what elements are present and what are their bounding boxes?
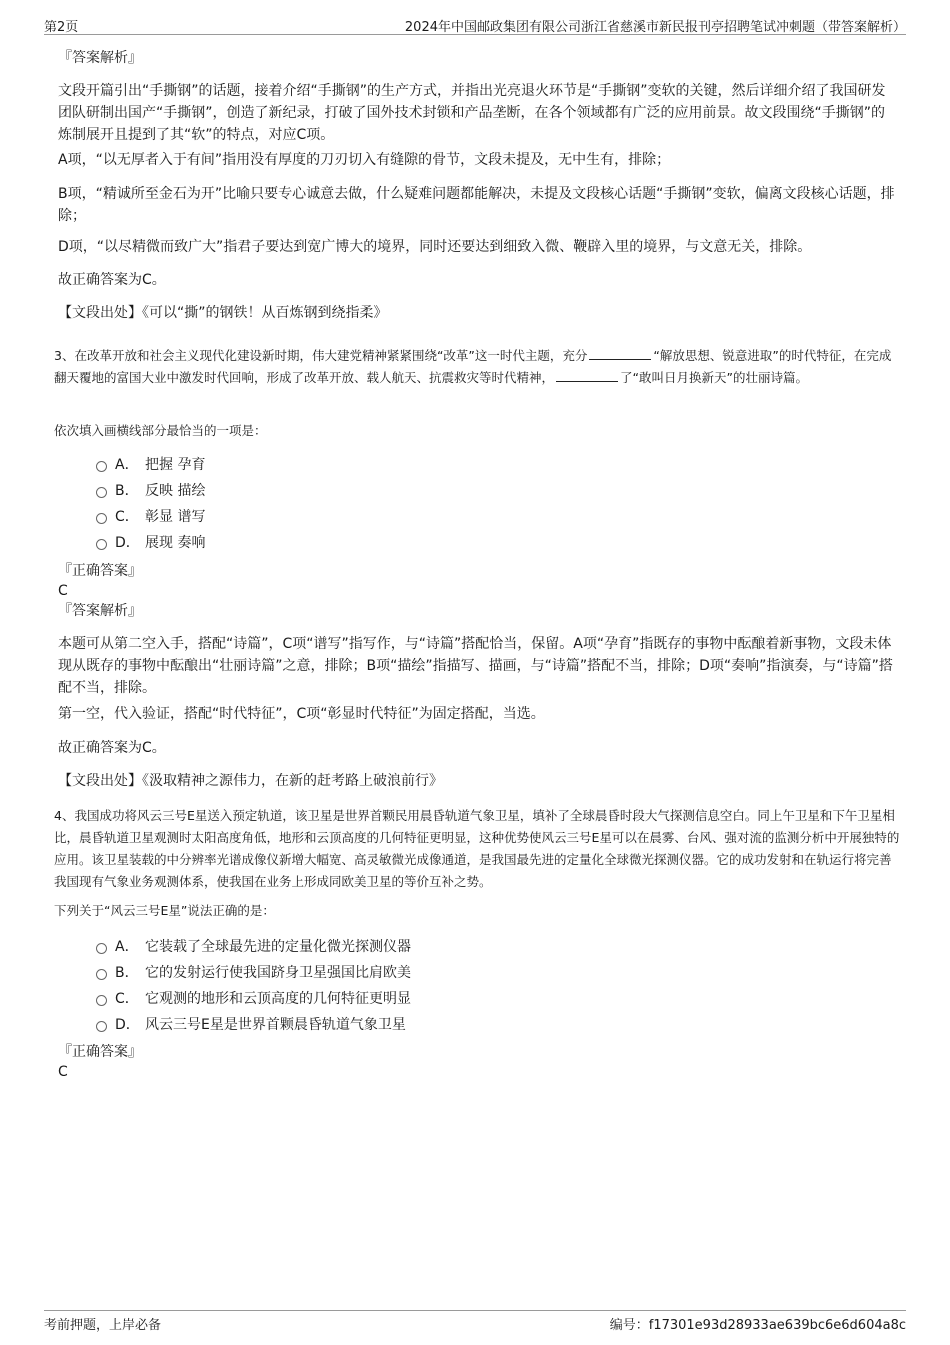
radio-icon[interactable] <box>96 995 107 1006</box>
q3-blank-1 <box>589 345 651 360</box>
q4-option-a[interactable]: A． 它装载了全球最先进的定量化微光探测仪器 <box>96 934 411 960</box>
radio-icon[interactable] <box>96 1021 107 1032</box>
document-code: 编号：f17301e93d28933ae639bc6e6d604a8c <box>609 1318 906 1333</box>
q3-blank-2 <box>556 367 618 382</box>
q2-source: 【文段出处】《可以“撕”的钢铁！从百炼钢到绕指柔》 <box>58 305 388 321</box>
q3-conclusion: 故正确答案为C。 <box>58 740 166 756</box>
q3-option-c[interactable]: C． 彰显 谱写 <box>96 504 205 530</box>
q3-source: 【文段出处】《汲取精神之源伟力，在新的赶考路上破浪前行》 <box>58 773 443 789</box>
radio-icon[interactable] <box>96 513 107 524</box>
q3-stem <box>54 345 900 389</box>
q3-analysis-p2: 第一空，代入验证，搭配“时代特征”，C项“彰显时代特征”为固定搭配，当选。 <box>58 706 545 722</box>
radio-icon[interactable] <box>96 539 107 550</box>
q4-option-d[interactable]: D． 风云三号E星是世界首颗晨昏轨道气象卫星 <box>96 1012 411 1038</box>
q3-answer-label: 『正确答案』 <box>58 563 142 579</box>
q3-prompt: 依次填入画横线部分最恰当的一项是： <box>54 423 267 438</box>
q3-answer: C <box>58 583 68 599</box>
q2-conclusion: 故正确答案为C。 <box>58 272 166 288</box>
radio-icon[interactable] <box>96 943 107 954</box>
page-footer <box>44 1310 906 1333</box>
q4-options <box>96 934 411 1038</box>
q2-analysis-p4: D项，“以尽精微而致广大”指君子要达到宽广博大的境界，同时还要达到细致入微、鞭辟入里的境界，与文意无关，排除。 <box>58 239 812 255</box>
radio-icon[interactable] <box>96 461 107 472</box>
q3-option-a[interactable]: A． 把握 孕育 <box>96 452 205 478</box>
q4-option-c[interactable]: C． 它观测的地形和云顶高度的几何特征更明显 <box>96 986 411 1012</box>
radio-icon[interactable] <box>96 487 107 498</box>
document-title: 2024年中国邮政集团有限公司浙江省慈溪市新民报刊亭招聘笔试冲刺题（带答案解析） <box>404 20 906 35</box>
q4-answer-label: 『正确答案』 <box>58 1044 142 1060</box>
q2-analysis-p1: 文段开篇引出“手撕钢”的话题，接着介绍“手撕钢”的生产方式，并指出光亮退火环节是“手撕钢”变软的关键，然后详细介绍了我国研发团队研制出国产“手撕钢”，创造了新纪录，打破了国外技术封锁和产品垄断，在各个领域都有广泛的应用前景。故文段围绕“手撕钢”的炼制展开且提到了其“软”的特点，对应C项。 <box>58 83 886 143</box>
q3-stem-part-3: 了“敢叫日月换新天”的壮丽诗篇。 <box>620 370 808 385</box>
q4-option-b[interactable]: B． 它的发射运行使我国跻身卫星强国比肩欧美 <box>96 960 411 986</box>
q3-option-d[interactable]: D． 展现 奏响 <box>96 530 205 556</box>
q4-answer: C <box>58 1064 68 1080</box>
q3-options <box>96 452 205 556</box>
q4-stem: 4、我国成功将风云三号E星送入预定轨道，该卫星是世界首颗民用晨昏轨道气象卫星，填补了全球晨昏时段大气探测信息空白。同上午卫星和下午卫星相比，晨昏轨道卫星观测时太阳高度角低，地形和云顶高度的几何特征更明显，这种优势使风云三号E星可以在晨雾、台风、强对流的监测分析中开展独特的应用。该卫星装载的中分辨率光谱成像仪新增大幅宽、高灵敏微光成像通道，是我国最先进的定量化全球微光探测仪器。它的成功发射和在轨运行将完善我国现有气象业务观测体系，使我国在业务上形成同欧美卫星的等价互补之势。 <box>54 808 900 889</box>
page-header <box>44 14 906 35</box>
page-number: 第2页 <box>44 20 79 35</box>
q3-stem-part-2: “解放思想、锐意进取”的时代特征，在完成翻天覆地的富国大业中激发时代回响，形成了改革开放、载人航天、抗震救灾等时代精神， <box>54 348 892 385</box>
q4-prompt: 下列关于“风云三号E星”说法正确的是： <box>54 903 275 918</box>
q3-analysis-p1: 本题可从第二空入手，搭配“诗篇”，C项“谱写”指写作，与“诗篇”搭配恰当，保留。A项“孕育”指既存的事物中酝酿着新事物，文段未体现从既存的事物中酝酿出“壮丽诗篇”之意，排除；B项“描绘”指描写、描画，与“诗篇”搭配不当，排除；D项“奏响”指演奏，与“诗篇”搭配不当，排除。 <box>58 636 893 696</box>
q3-stem-part-1: 3、在改革开放和社会主义现代化建设新时期，伟大建党精神紧紧围绕“改革”这一时代主题，充分 <box>54 348 588 363</box>
q3-analysis-label: 『答案解析』 <box>58 603 142 619</box>
footer-slogan: 考前押题，上岸必备 <box>44 1318 162 1333</box>
radio-icon[interactable] <box>96 969 107 980</box>
q2-analysis-label: 『答案解析』 <box>58 50 142 66</box>
q3-option-b[interactable]: B． 反映 描绘 <box>96 478 205 504</box>
q2-analysis-p2: A项，“以无厚者入于有间”指用没有厚度的刀刃切入有缝隙的骨节，文段未提及，无中生有，排除； <box>58 152 671 168</box>
q2-analysis-p3: B项，“精诚所至金石为开”比喻只要专心诚意去做，什么疑难问题都能解决，未提及文段核心话题“手撕钢”变软，偏离文段核心话题，排除； <box>58 186 895 224</box>
